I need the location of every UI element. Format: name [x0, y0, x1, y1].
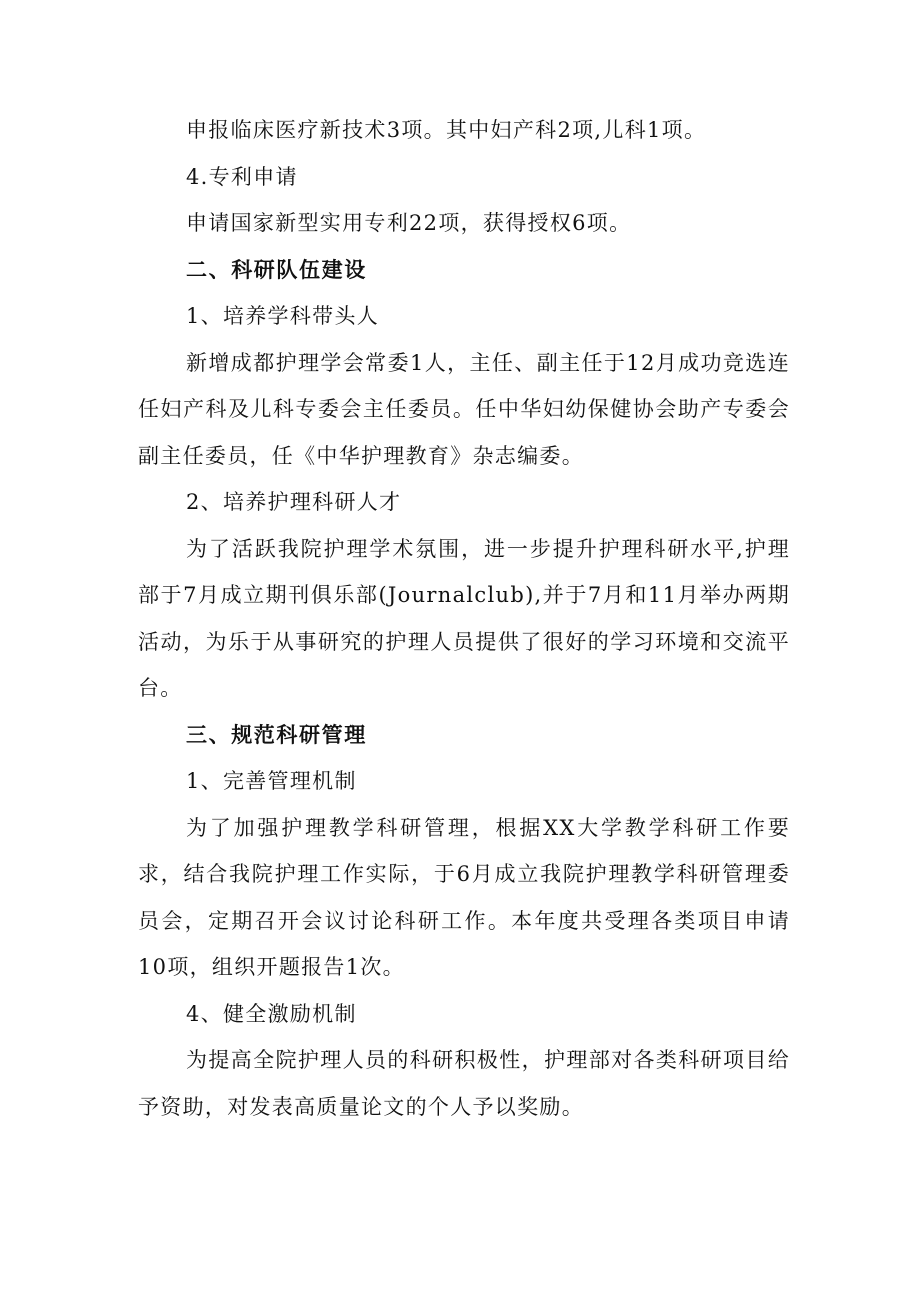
- section-heading-research-team: 二、科研队伍建设: [186, 257, 367, 282]
- paragraph-research-talent: 为了活跃我院护理学术氛围，进一步提升护理科研水平,护理部于7月成立期刊俱乐部(Journalclub),并于7月和11月举办两期活动，为乐于从事研究的护理人员提供了很好的学习环境和交流平台。: [138, 536, 790, 700]
- subheading-incentive-mechanism: 4、健全激励机制: [186, 1001, 357, 1026]
- subheading-research-talent: 2、培养护理科研人才: [186, 490, 402, 514]
- subheading-discipline-leaders: 1、培养学科带头人: [186, 304, 380, 328]
- paragraph-discipline-leaders: 新增成都护理学会常委1人，主任、副主任于12月成功竞选连任妇产科及儿科专委会主任委员。任中华妇幼保健协会助产专委会副主任委员，任《中华护理教育》杂志编委。: [138, 350, 790, 468]
- subheading-management-mechanism: 1、完善管理机制: [186, 769, 357, 793]
- section-heading-research-management: 三、规范科研管理: [186, 722, 367, 747]
- paragraph-patents: 申请国家新型实用专利22项，获得授权6项。: [186, 211, 632, 235]
- paragraph-management-mechanism: 为了加强护理教学科研管理，根据XX大学教学科研工作要求，结合我院护理工作实际，于6月成立我院护理教学科研管理委员会，定期召开会议讨论科研工作。本年度共受理各类项目申请10项，组织开题报告1次。: [138, 815, 790, 979]
- subheading-patent-application: 4.专利申请: [186, 164, 298, 189]
- paragraph-new-technology: 申报临床医疗新技术3项。其中妇产科2项,儿科1项。: [186, 118, 707, 142]
- paragraph-incentive-mechanism: 为提高全院护理人员的科研积极性，护理部对各类科研项目给予资助，对发表高质量论文的个人予以奖励。: [138, 1048, 790, 1119]
- document-body: [138, 107, 790, 1130]
